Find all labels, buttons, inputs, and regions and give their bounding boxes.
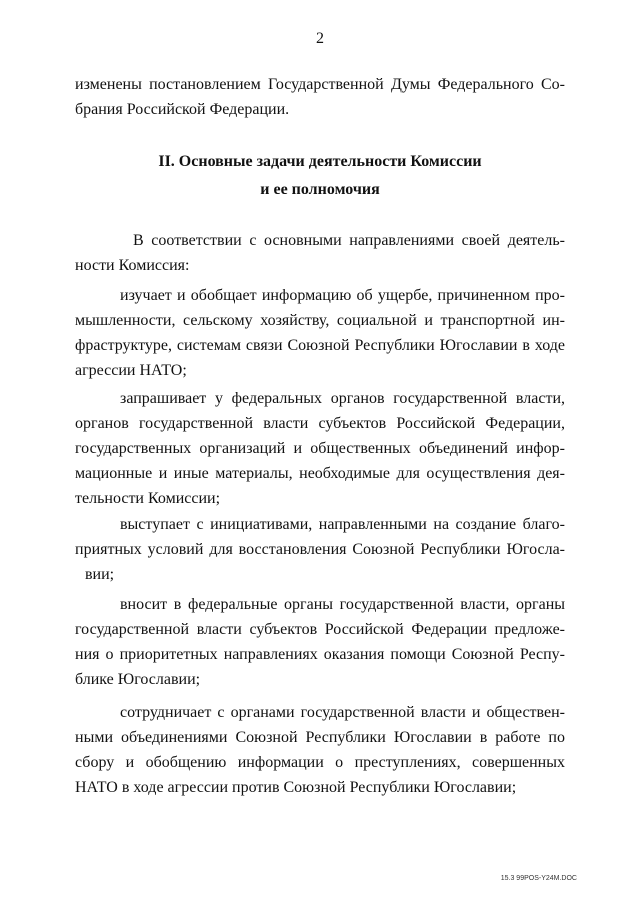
text-line: блике Югославии; [75,671,201,688]
text-line: агрессии НАТО; [75,362,187,379]
text-line: государственной власти субъектов Российской Федерации предложе- [75,621,565,638]
text-line: фраструктуре, системам связи Союзной Республики Югославии в ходе [75,337,565,354]
text-line: В соответствии с основными направлениями своей деятель- [133,232,565,249]
section-heading [0,148,640,204]
text-line: запрашивает у федеральных органов государственной власти, [120,390,565,407]
paragraph-intro [75,228,565,278]
paragraph-initiatives [75,512,565,587]
text-line: мышленности, сельскому хозяйству, социальной и транспортной ин- [75,312,565,329]
text-line: сотрудничает с органами государственной власти и обществен- [120,704,565,721]
document-code: 15.3 99POS-Y24M.DOC [500,875,577,882]
section-heading-line-1: II. Основные задачи деятельности Комиссии [158,153,482,170]
text-line: НАТО в ходе агрессии против Союзной Республики Югославии; [75,779,517,796]
text-line: ния о приоритетных направлениях оказания помощи Союзной Респу- [75,646,565,663]
paragraph-proposals [75,592,565,692]
text-line: выступает с инициативами, направленными на создание благо- [120,516,565,533]
text-line: тельности Комиссии; [75,490,221,507]
text-line: мационные и иные материалы, необходимые для осуществления дея- [75,465,565,482]
paragraph-requests [75,386,565,511]
text-line: приятных условий для восстановления Союзной Республики Югосла- [75,541,565,558]
text-line: брания Российской Федерации. [75,101,290,118]
text-line: государственных организаций и общественных объединений инфор- [75,440,565,457]
text-line: сбору и обобщению информации о преступлениях, совершенных [75,754,565,771]
text-line: вии; [85,566,115,583]
text-line: ными объединениями Союзной Республики Югославии в работе по [75,729,565,746]
text-line: вносит в федеральные органы государственной власти, органы [120,596,565,613]
text-line: изменены постановлением Государственной Думы Федерального Со- [75,76,565,93]
text-line: изучает и обобщает информацию об ущербе, причиненном про- [120,287,565,304]
section-heading-line-2: и ее полномочия [260,181,380,198]
page-number: 2 [316,30,324,47]
text-line: ности Комиссия: [75,257,190,274]
paragraph-studies [75,283,565,383]
intro-text [75,72,565,122]
text-line: органов государственной власти субъектов Российской Федерации, [75,415,565,432]
paragraph-cooperation [75,700,565,800]
